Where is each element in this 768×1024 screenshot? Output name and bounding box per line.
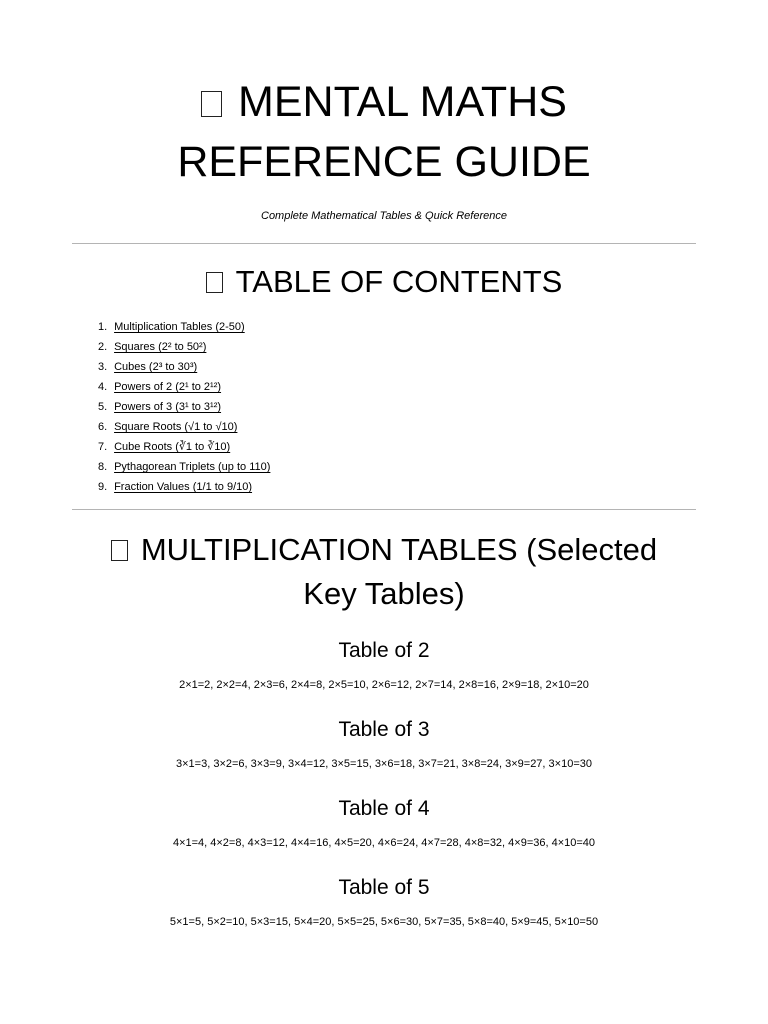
- multiplication-heading: [72, 510, 696, 616]
- toc-item: [98, 417, 696, 437]
- missing-glyph-box-icon: [111, 540, 128, 561]
- toc-item: [98, 437, 696, 457]
- toc-item: [98, 337, 696, 357]
- toc-item-number: 5.: [98, 401, 108, 413]
- toc-list: [98, 317, 696, 497]
- table-title: Table of 3: [338, 718, 430, 741]
- toc-item-number: 6.: [98, 421, 108, 433]
- toc-item-number: 3.: [98, 361, 108, 373]
- toc-link-powers-of-3[interactable]: Powers of 3 (3¹ to 3¹²): [114, 401, 222, 413]
- toc-link-cube-roots[interactable]: Cube Roots (∛1 to ∛10): [114, 441, 231, 453]
- table-title: Table of 5: [338, 876, 430, 899]
- toc-link-multiplication-tables[interactable]: Multiplication Tables (2-50): [114, 321, 245, 333]
- main-title-line1: MENTAL MATHS: [238, 78, 567, 126]
- toc-item: [98, 377, 696, 397]
- toc-heading-text: TABLE OF CONTENTS: [235, 264, 563, 299]
- table-title: Table of 2: [338, 639, 430, 662]
- table-block-3: [72, 717, 696, 771]
- toc-link-square-roots[interactable]: Square Roots (√1 to √10): [114, 421, 238, 433]
- toc-item: [98, 457, 696, 477]
- multiplication-heading-line1: MULTIPLICATION TABLES (Selected: [140, 532, 658, 567]
- document-page: [72, 0, 696, 929]
- toc-item-number: 1.: [98, 321, 108, 333]
- toc-item-number: 8.: [98, 461, 108, 473]
- missing-glyph-box-icon: [206, 272, 223, 293]
- toc-item: [98, 317, 696, 337]
- toc-item-number: 7.: [98, 441, 108, 453]
- toc-heading: [72, 244, 696, 302]
- toc-link-cubes[interactable]: Cubes (2³ to 30³): [114, 361, 198, 373]
- toc-item-number: 2.: [98, 341, 108, 353]
- table-values: 2×1=2, 2×2=4, 2×3=6, 2×4=8, 2×5=10, 2×6=12, 2×7=14, 2×8=16, 2×9=18, 2×10=20: [179, 679, 589, 691]
- missing-glyph-box-icon: [201, 91, 222, 117]
- multiplication-heading-line2: Key Tables): [303, 576, 465, 611]
- table-block-5: [72, 875, 696, 929]
- toc-link-squares[interactable]: Squares (2² to 50²): [114, 341, 207, 353]
- toc-item: [98, 477, 696, 497]
- table-block-4: [72, 796, 696, 850]
- subtitle: Complete Mathematical Tables & Quick Reference: [261, 210, 507, 222]
- toc-link-fraction-values[interactable]: Fraction Values (1/1 to 9/10): [114, 481, 253, 493]
- main-title-line2: REFERENCE GUIDE: [177, 138, 591, 186]
- table-block-2: [72, 638, 696, 692]
- toc-link-powers-of-2[interactable]: Powers of 2 (2¹ to 2¹²): [114, 381, 222, 393]
- toc-item-number: 9.: [98, 481, 108, 493]
- table-title: Table of 4: [338, 797, 430, 820]
- toc-item-number: 4.: [98, 381, 108, 393]
- toc-link-pythagorean-triplets[interactable]: Pythagorean Triplets (up to 110): [114, 461, 271, 473]
- table-values: 4×1=4, 4×2=8, 4×3=12, 4×4=16, 4×5=20, 4×6=24, 4×7=28, 4×8=32, 4×9=36, 4×10=40: [172, 837, 596, 849]
- main-title: [72, 0, 696, 192]
- toc-item: [98, 357, 696, 377]
- table-values: 5×1=5, 5×2=10, 5×3=15, 5×4=20, 5×5=25, 5×6=30, 5×7=35, 5×8=40, 5×9=45, 5×10=50: [169, 916, 599, 928]
- toc-item: [98, 397, 696, 417]
- table-values: 3×1=3, 3×2=6, 3×3=9, 3×4=12, 3×5=15, 3×6=18, 3×7=21, 3×8=24, 3×9=27, 3×10=30: [176, 758, 592, 770]
